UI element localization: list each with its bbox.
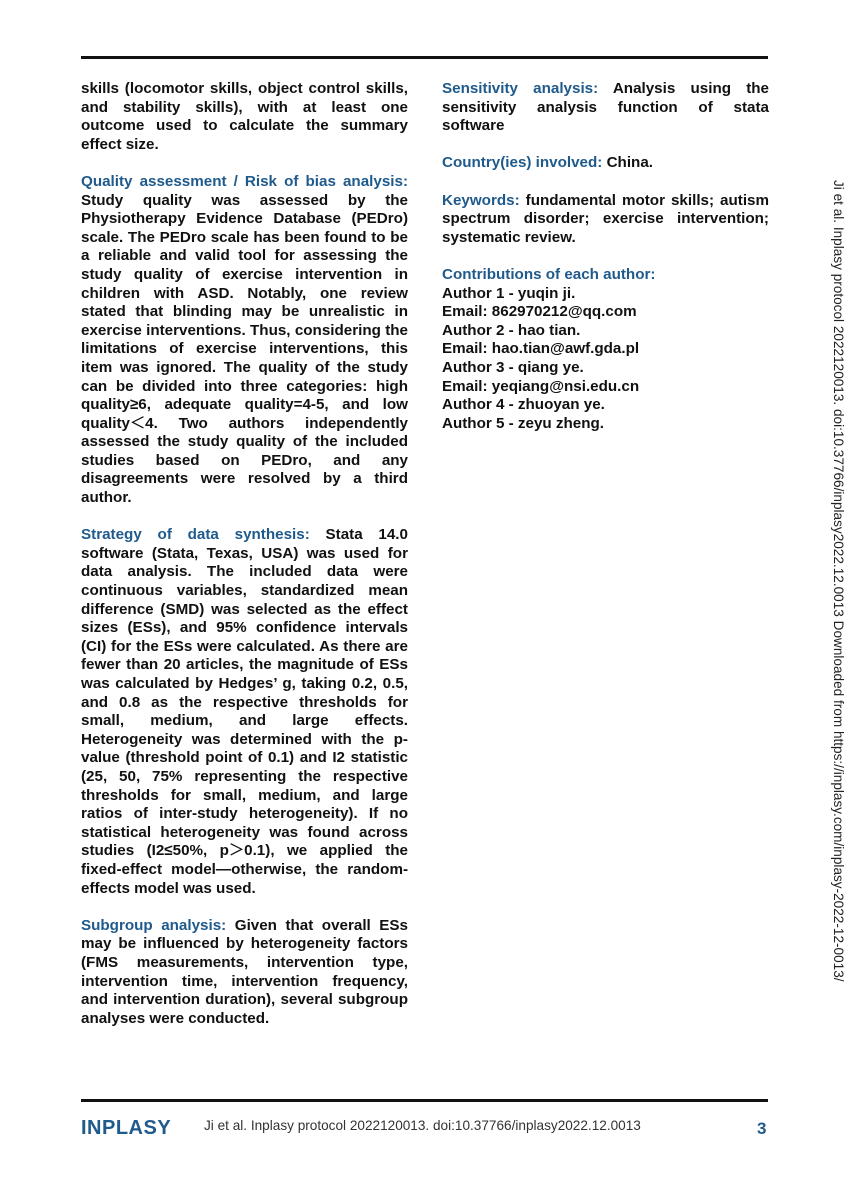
footer-citation: Ji et al. Inplasy protocol 2022120013. doi:10.37766/inplasy2022.12.0013 [204,1118,641,1133]
keywords-label: Keywords: [442,191,520,209]
keywords-section [442,192,769,248]
quality-label: Quality assessment / Risk of bias analysis: [81,172,408,190]
subgroup-section [81,917,408,1029]
countries-section [442,154,769,173]
side-download-note: Ji et al. Inplasy protocol 2022120013. doi:10.37766/inplasy2022.12.0013 Downloaded from https://inplasy.com/inplasy-2022-12-0013/ [831,180,846,982]
contribution-line: Author 5 - zeyu zheng. [442,414,605,432]
keywords-text: fundamental motor skills; autism spectrum disorder; exercise intervention; systematic review. [442,191,769,246]
page-number: 3 [757,1119,767,1138]
sensitivity-label: Sensitivity analysis: [442,80,599,97]
sensitivity-section [442,80,769,136]
footer-brand-logo: INPLASY [81,1117,172,1139]
contributions-section [442,266,769,433]
contribution-line: Author 3 - qiang ye. [442,358,584,376]
synthesis-label: Strategy of data synthesis: [81,526,310,544]
countries-label: Country(ies) involved: [442,154,603,172]
left-column [81,80,408,1028]
intro-paragraph: skills (locomotor skills, object control skills, and stability skills), with at least one outcome used to calculate the summary effect size. [81,80,408,153]
contribution-line: Email: yeqiang@nsi.edu.cn [442,377,640,395]
contribution-line: Email: 862970212@qq.com [442,303,637,321]
synthesis-text: Stata 14.0 software (Stata, Texas, USA) was used for data analysis. The included data were continuous variables, standardized mean difference (SMD) was selected as the effect sizes (ESs), and 95% confidence intervals (CI) for the ESs were calculated. As there are fewer than 20 articles, the magnitude of ESs was calculated by Hedges’ g, taking 0.2, 0.5, and 0.8 as the respective thresholds for small, medium, and large effects. Heterogeneity was determined with the p-value (threshold point of 0.1) and I2 statistic (25, 50, 75% representing the respective thresholds for small, medium, and large ratios of inter-study heterogeneity). If no statistical heterogeneity was found across studies (I2≤50%, p＞0.1), we applied the fixed-effect model—otherwise, the random-effects model was used. [81,526,408,897]
right-column [442,80,769,433]
subgroup-label: Subgroup analysis: [81,916,227,934]
subgroup-text: Given that overall ESs may be influenced by heterogeneity factors (FMS measurements, intervention type, intervention time, intervention frequency, and intervention duration), several subgroup analyses were conducted. [81,916,408,1027]
contributions-label: Contributions of each author: [442,265,656,283]
sensitivity-text: Analysis using the sensitivity analysis function of stata software [442,80,769,135]
contribution-line: Email: hao.tian@awf.gda.pl [442,340,640,358]
quality-section [81,173,408,508]
quality-text: Study quality was assessed by the Physiotherapy Evidence Database (PEDro) scale. The PEDro scale has been found to be a reliable and valid tool for assessing the study quality of exercise intervention in children with ASD. Notably, one review stated that blinding may be unrealistic in exercise interventions. Thus, considering the limitations of exercise interventions, this item was ignored. The quality of the study can be divided into three categories: high quality≥6, adequate quality=4-5, and low quality＜4. Two authors independently assessed the study quality of the included studies based on PEDro, and any disagreements were resolved by a third author. [81,191,408,507]
synthesis-section [81,526,408,898]
countries-text: China. [606,154,653,172]
contribution-line: Author 2 - hao tian. [442,321,581,339]
bottom-rule [81,1099,768,1102]
contribution-line: Author 1 - yuqin ji. [442,284,576,302]
top-rule [81,56,768,59]
contribution-line: Author 4 - zhuoyan ye. [442,396,605,414]
